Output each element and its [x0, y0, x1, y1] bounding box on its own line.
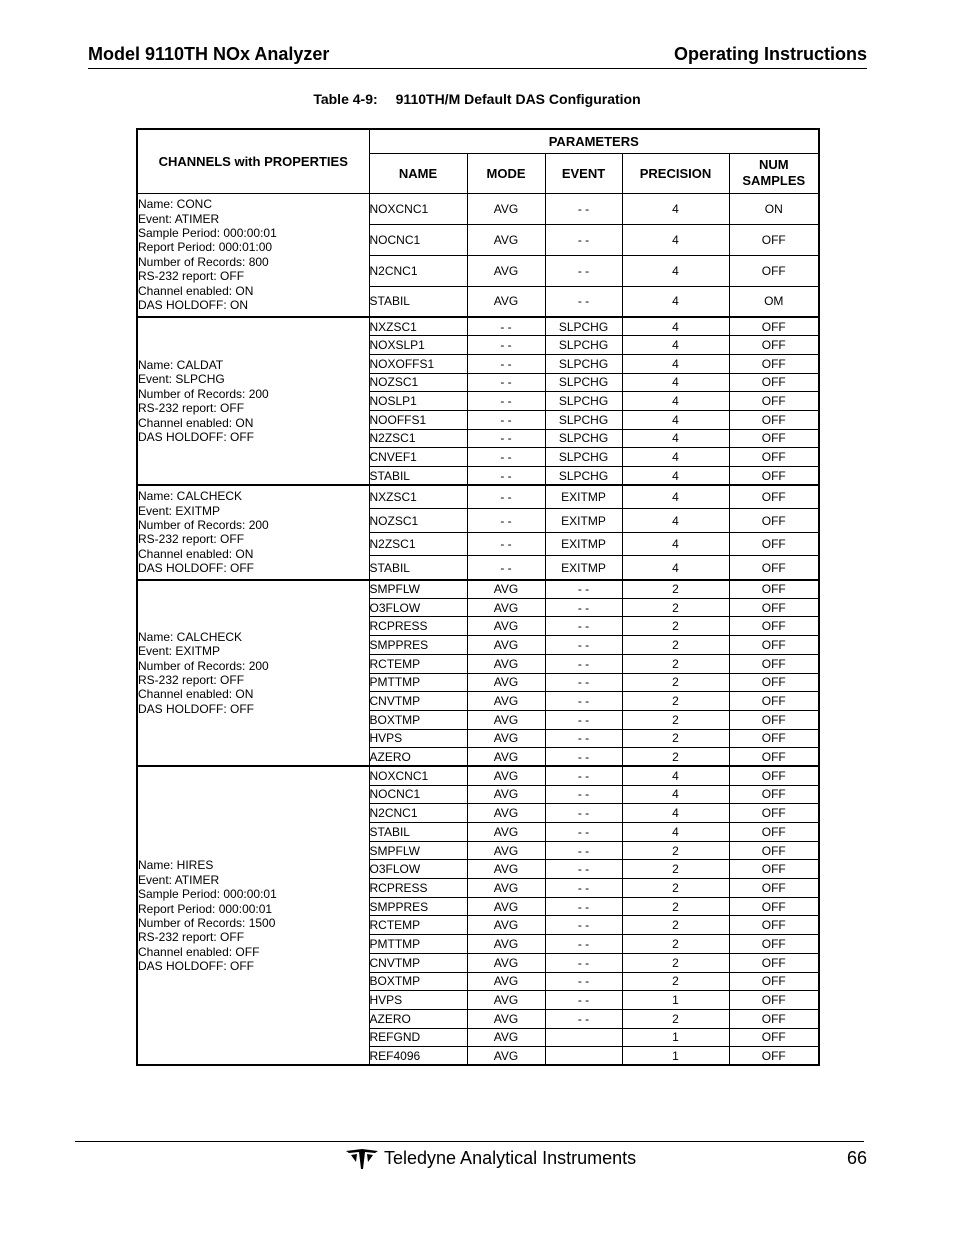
channel-property: Event: ATIMER	[138, 872, 220, 887]
param-name: NOZSC1	[369, 373, 467, 392]
param-event: SLPCHG	[545, 336, 622, 355]
param-name: RCTEMP	[369, 916, 467, 935]
param-event: SLPCHG	[545, 410, 622, 429]
channel-property: DAS HOLDOFF: ON	[138, 297, 249, 312]
param-mode: AVG	[467, 255, 545, 286]
param-num-samples: OFF	[729, 972, 819, 991]
channel-property: Sample Period: 000:00:01	[138, 225, 277, 240]
param-mode: AVG	[467, 897, 545, 916]
param-num-samples: OFF	[729, 935, 819, 954]
param-event: - -	[545, 654, 622, 673]
param-name: CNVTMP	[369, 692, 467, 711]
table-row	[137, 580, 819, 599]
param-precision: 1	[622, 991, 729, 1010]
param-num-samples: OFF	[729, 509, 819, 533]
param-mode: AVG	[467, 860, 545, 879]
param-num-samples: OFF	[729, 1047, 819, 1066]
param-event: - -	[545, 916, 622, 935]
param-mode: AVG	[467, 766, 545, 785]
param-mode: AVG	[467, 710, 545, 729]
channel-property: Channel enabled: ON	[138, 283, 254, 298]
param-event: - -	[545, 841, 622, 860]
param-precision: 4	[622, 373, 729, 392]
param-precision: 2	[622, 748, 729, 767]
param-num-samples: OFF	[729, 953, 819, 972]
param-event: - -	[545, 224, 622, 255]
param-precision: 2	[622, 860, 729, 879]
param-mode: - -	[467, 373, 545, 392]
channel-properties	[137, 193, 369, 317]
header-rule	[88, 68, 867, 69]
param-precision: 4	[622, 354, 729, 373]
param-mode: - -	[467, 410, 545, 429]
param-num-samples: ON	[729, 193, 819, 224]
param-mode: AVG	[467, 286, 545, 317]
channel-property: Name: HIRES	[138, 858, 214, 873]
param-name: N2CNC1	[369, 804, 467, 823]
channel-property: Number of Records: 800	[138, 254, 269, 269]
table-row	[137, 766, 819, 785]
param-num-samples: OFF	[729, 485, 819, 509]
param-precision: 4	[622, 429, 729, 448]
param-num-samples: OFF	[729, 1028, 819, 1047]
param-name: PMTTMP	[369, 673, 467, 692]
param-precision: 2	[622, 580, 729, 599]
param-name: NOXCNC1	[369, 766, 467, 785]
param-num-samples: OFF	[729, 804, 819, 823]
table-row	[137, 193, 819, 224]
param-name: N2ZSC1	[369, 532, 467, 556]
param-name: NOXOFFS1	[369, 354, 467, 373]
param-precision: 2	[622, 972, 729, 991]
param-num-samples: OFF	[729, 991, 819, 1010]
param-num-samples: OFF	[729, 897, 819, 916]
param-event: - -	[545, 953, 622, 972]
channel-property: Sample Period: 000:00:01	[138, 887, 277, 902]
param-num-samples: OFF	[729, 673, 819, 692]
param-event: - -	[545, 823, 622, 842]
param-mode: - -	[467, 392, 545, 411]
param-mode: AVG	[467, 935, 545, 954]
param-precision: 1	[622, 1047, 729, 1066]
param-mode: AVG	[467, 224, 545, 255]
param-mode: AVG	[467, 1047, 545, 1066]
channel-property: DAS HOLDOFF: OFF	[138, 561, 255, 576]
param-name: NOZSC1	[369, 509, 467, 533]
param-precision: 4	[622, 410, 729, 429]
param-event: SLPCHG	[545, 373, 622, 392]
param-mode: AVG	[467, 785, 545, 804]
channel-property: RS-232 report: OFF	[138, 532, 245, 547]
param-event: EXITMP	[545, 509, 622, 533]
param-event: - -	[545, 766, 622, 785]
param-num-samples: OFF	[729, 1009, 819, 1028]
param-num-samples: OFF	[729, 429, 819, 448]
param-precision: 4	[622, 392, 729, 411]
channel-property: Event: SLPCHG	[138, 372, 225, 387]
channel-property: DAS HOLDOFF: OFF	[138, 959, 255, 974]
column-header-mode: MODE	[467, 153, 545, 193]
param-precision: 4	[622, 804, 729, 823]
param-num-samples: OFF	[729, 916, 819, 935]
param-precision: 1	[622, 1028, 729, 1047]
param-name: AZERO	[369, 1009, 467, 1028]
param-num-samples: OFF	[729, 410, 819, 429]
column-header-event: EVENT	[545, 153, 622, 193]
param-precision: 2	[622, 1009, 729, 1028]
param-event: EXITMP	[545, 532, 622, 556]
param-precision: 4	[622, 823, 729, 842]
param-event: SLPCHG	[545, 448, 622, 467]
param-name: O3FLOW	[369, 598, 467, 617]
param-name: SMPFLW	[369, 841, 467, 860]
param-mode: - -	[467, 336, 545, 355]
param-mode: AVG	[467, 673, 545, 692]
param-precision: 2	[622, 953, 729, 972]
param-precision: 2	[622, 673, 729, 692]
param-num-samples: OFF	[729, 879, 819, 898]
param-name: REFGND	[369, 1028, 467, 1047]
param-event: - -	[545, 897, 622, 916]
param-mode: AVG	[467, 580, 545, 599]
param-num-samples: OFF	[729, 860, 819, 879]
param-name: NOCNC1	[369, 224, 467, 255]
param-name: SMPPRES	[369, 897, 467, 916]
param-precision: 4	[622, 336, 729, 355]
channel-property: Report Period: 000:00:01	[138, 901, 273, 916]
param-precision: 2	[622, 916, 729, 935]
param-event: - -	[545, 580, 622, 599]
channel-property: Number of Records: 200	[138, 517, 269, 532]
param-num-samples: OM	[729, 286, 819, 317]
column-header-name: NAME	[369, 153, 467, 193]
param-name: STABIL	[369, 467, 467, 486]
channel-property: Number of Records: 200	[138, 658, 269, 673]
param-mode: - -	[467, 556, 545, 580]
param-event: - -	[545, 991, 622, 1010]
param-name: NOXSLP1	[369, 336, 467, 355]
param-name: BOXTMP	[369, 710, 467, 729]
footer-rule	[75, 1141, 864, 1142]
param-precision: 4	[622, 255, 729, 286]
param-precision: 4	[622, 193, 729, 224]
param-name: SMPPRES	[369, 636, 467, 655]
param-mode: AVG	[467, 748, 545, 767]
param-num-samples: OFF	[729, 255, 819, 286]
table-title: 9110TH/M Default DAS Configuration	[395, 91, 641, 107]
param-num-samples: OFF	[729, 448, 819, 467]
param-event: - -	[545, 193, 622, 224]
channel-property: RS-232 report: OFF	[138, 673, 245, 687]
param-name: NXZSC1	[369, 485, 467, 509]
page-number: 66	[846, 1148, 867, 1168]
param-name: STABIL	[369, 823, 467, 842]
column-header-num-samples: NUM SAMPLES	[729, 153, 819, 193]
param-name: RCPRESS	[369, 617, 467, 636]
param-num-samples: OFF	[729, 354, 819, 373]
param-event: - -	[545, 804, 622, 823]
param-name: NOCNC1	[369, 785, 467, 804]
param-event: - -	[545, 879, 622, 898]
param-event: - -	[545, 692, 622, 711]
param-num-samples: OFF	[729, 785, 819, 804]
param-num-samples: OFF	[729, 532, 819, 556]
param-num-samples: OFF	[729, 636, 819, 655]
param-num-samples: OFF	[729, 729, 819, 748]
param-mode: - -	[467, 532, 545, 556]
param-mode: AVG	[467, 193, 545, 224]
param-name: NOSLP1	[369, 392, 467, 411]
param-num-samples: OFF	[729, 748, 819, 767]
channel-property: RS-232 report: OFF	[138, 930, 245, 945]
param-precision: 4	[622, 317, 729, 336]
param-event: - -	[545, 286, 622, 317]
param-precision: 2	[622, 692, 729, 711]
param-event: - -	[545, 748, 622, 767]
param-precision: 2	[622, 636, 729, 655]
param-event: SLPCHG	[545, 467, 622, 486]
param-precision: 2	[622, 879, 729, 898]
param-name: RCTEMP	[369, 654, 467, 673]
table-caption	[0, 91, 954, 107]
param-name: AZERO	[369, 748, 467, 767]
param-mode: AVG	[467, 692, 545, 711]
param-name: CNVEF1	[369, 448, 467, 467]
param-name: CNVTMP	[369, 953, 467, 972]
param-num-samples: OFF	[729, 654, 819, 673]
param-event: - -	[545, 860, 622, 879]
param-precision: 2	[622, 617, 729, 636]
channel-property: Event: EXITMP	[138, 503, 221, 518]
channel-properties	[137, 766, 369, 1065]
param-mode: AVG	[467, 598, 545, 617]
section-title: Operating Instructions	[673, 44, 867, 64]
param-precision: 2	[622, 897, 729, 916]
param-num-samples: OFF	[729, 692, 819, 711]
param-mode: AVG	[467, 636, 545, 655]
channel-property: Number of Records: 200	[138, 386, 269, 401]
param-mode: AVG	[467, 617, 545, 636]
param-event: - -	[545, 673, 622, 692]
param-mode: - -	[467, 354, 545, 373]
param-mode: - -	[467, 448, 545, 467]
param-mode: AVG	[467, 991, 545, 1010]
param-event: - -	[545, 617, 622, 636]
param-mode: - -	[467, 467, 545, 486]
param-num-samples: OFF	[729, 710, 819, 729]
channel-property: Channel enabled: ON	[138, 415, 254, 430]
param-event: - -	[545, 710, 622, 729]
param-precision: 2	[622, 654, 729, 673]
param-mode: AVG	[467, 654, 545, 673]
param-event: - -	[545, 255, 622, 286]
channel-property: Name: CALCHECK	[138, 489, 243, 504]
param-name: HVPS	[369, 729, 467, 748]
param-precision: 4	[622, 509, 729, 533]
param-mode: AVG	[467, 729, 545, 748]
param-precision: 4	[622, 448, 729, 467]
param-num-samples: OFF	[729, 467, 819, 486]
param-name: RCPRESS	[369, 879, 467, 898]
param-num-samples: OFF	[729, 841, 819, 860]
channel-property: Event: EXITMP	[138, 644, 221, 659]
channel-property: Number of Records: 1500	[138, 915, 276, 930]
param-event: - -	[545, 729, 622, 748]
param-event	[545, 1047, 622, 1066]
param-num-samples: OFF	[729, 617, 819, 636]
param-mode: - -	[467, 429, 545, 448]
param-num-samples: OFF	[729, 373, 819, 392]
param-name: NOXCNC1	[369, 193, 467, 224]
param-event: SLPCHG	[545, 354, 622, 373]
param-mode: AVG	[467, 1009, 545, 1028]
column-header-precision: PRECISION	[622, 153, 729, 193]
param-event: SLPCHG	[545, 392, 622, 411]
param-event: SLPCHG	[545, 317, 622, 336]
param-name: NXZSC1	[369, 317, 467, 336]
param-name: STABIL	[369, 556, 467, 580]
param-precision: 2	[622, 935, 729, 954]
param-num-samples: OFF	[729, 766, 819, 785]
param-event	[545, 1028, 622, 1047]
param-name: PMTTMP	[369, 935, 467, 954]
param-precision: 4	[622, 556, 729, 580]
param-mode: - -	[467, 485, 545, 509]
param-precision: 2	[622, 598, 729, 617]
param-event: - -	[545, 785, 622, 804]
param-event: - -	[545, 598, 622, 617]
param-precision: 4	[622, 785, 729, 804]
param-num-samples: OFF	[729, 392, 819, 411]
param-precision: 4	[622, 532, 729, 556]
param-num-samples: OFF	[729, 336, 819, 355]
param-name: NOOFFS1	[369, 410, 467, 429]
param-event: - -	[545, 1009, 622, 1028]
channel-properties	[137, 485, 369, 579]
param-name: STABIL	[369, 286, 467, 317]
table-row	[137, 485, 819, 509]
channel-property: Channel enabled: ON	[138, 687, 254, 702]
param-event: - -	[545, 636, 622, 655]
param-num-samples: OFF	[729, 580, 819, 599]
param-mode: AVG	[467, 879, 545, 898]
param-event: EXITMP	[545, 485, 622, 509]
param-precision: 2	[622, 710, 729, 729]
param-precision: 4	[622, 485, 729, 509]
channel-property: DAS HOLDOFF: OFF	[138, 429, 255, 444]
channels-header: CHANNELS with PROPERTIES	[137, 129, 369, 193]
param-mode: AVG	[467, 1028, 545, 1047]
param-name: SMPFLW	[369, 580, 467, 599]
channel-property: Name: CALCHECK	[138, 629, 243, 644]
param-mode: AVG	[467, 972, 545, 991]
channel-property: RS-232 report: OFF	[138, 269, 245, 284]
das-configuration-table	[136, 128, 820, 1066]
param-event: - -	[545, 935, 622, 954]
channel-property: Event: ATIMER	[138, 211, 220, 226]
param-num-samples: OFF	[729, 823, 819, 842]
param-event: SLPCHG	[545, 429, 622, 448]
channel-property: Channel enabled: ON	[138, 546, 254, 561]
param-precision: 4	[622, 224, 729, 255]
channel-properties	[137, 580, 369, 767]
param-event: EXITMP	[545, 556, 622, 580]
param-event: - -	[545, 972, 622, 991]
table-number: Table 4-9:	[313, 91, 378, 107]
param-name: N2CNC1	[369, 255, 467, 286]
param-mode: AVG	[467, 804, 545, 823]
channel-property: DAS HOLDOFF: OFF	[138, 701, 255, 716]
param-name: REF4096	[369, 1047, 467, 1066]
param-mode: AVG	[467, 823, 545, 842]
param-mode: AVG	[467, 916, 545, 935]
param-precision: 2	[622, 729, 729, 748]
teledyne-logo-icon	[345, 1148, 379, 1170]
param-mode: - -	[467, 317, 545, 336]
document-title: Model 9110TH NOx Analyzer	[88, 44, 330, 64]
param-num-samples: OFF	[729, 556, 819, 580]
param-name: N2ZSC1	[369, 429, 467, 448]
param-name: HVPS	[369, 991, 467, 1010]
channel-properties	[137, 317, 369, 485]
param-name: BOXTMP	[369, 972, 467, 991]
channel-property: Channel enabled: OFF	[138, 944, 260, 959]
param-precision: 2	[622, 841, 729, 860]
channel-property: RS-232 report: OFF	[138, 401, 245, 416]
channel-property: Name: CONC	[138, 197, 213, 212]
parameters-header: PARAMETERS	[369, 129, 819, 153]
param-mode: AVG	[467, 953, 545, 972]
param-precision: 4	[622, 286, 729, 317]
param-num-samples: OFF	[729, 224, 819, 255]
param-name: O3FLOW	[369, 860, 467, 879]
param-num-samples: OFF	[729, 598, 819, 617]
channel-property: Report Period: 000:01:00	[138, 240, 273, 255]
table-row	[137, 317, 819, 336]
footer-company: Teledyne Analytical Instruments	[384, 1148, 637, 1168]
param-precision: 4	[622, 766, 729, 785]
param-mode: - -	[467, 509, 545, 533]
channel-property: Name: CALDAT	[138, 357, 224, 372]
param-num-samples: OFF	[729, 317, 819, 336]
param-mode: AVG	[467, 841, 545, 860]
param-precision: 4	[622, 467, 729, 486]
